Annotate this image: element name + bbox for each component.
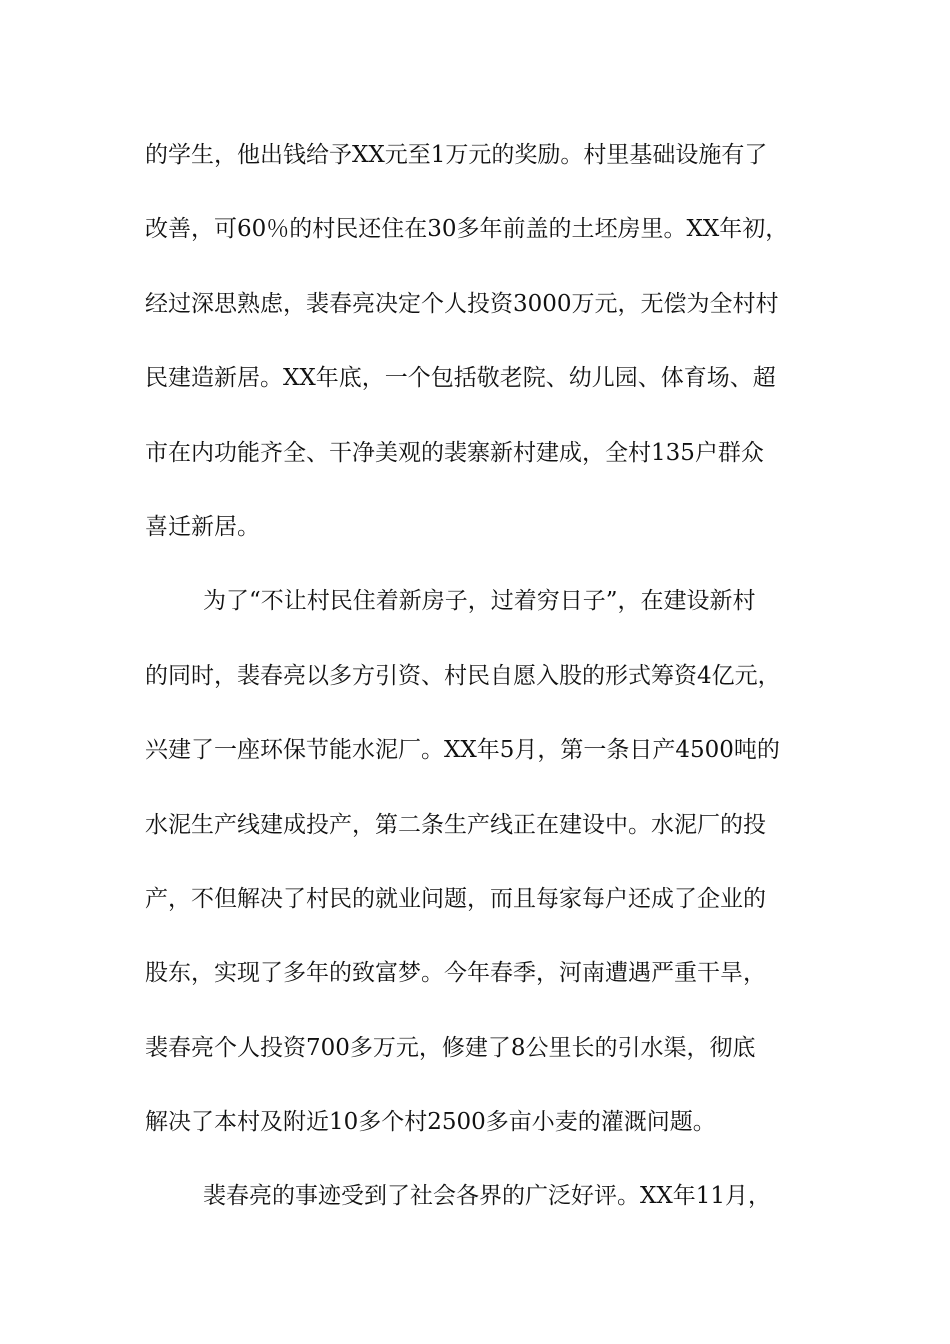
paragraph-first-line: 裴春亮的事迹受到了社会各界的广泛好评。XX年11月，: [203, 1183, 772, 1210]
text-line: 的学生，他出钱给予XX元至1万元的奖励。村里基础设施有了: [145, 142, 768, 168]
paragraph-first-line: 为了“不让村民住着新房子，过着穷日子”，在建设新村: [203, 588, 756, 615]
text-line: 改善，可60％的村民还住在30多年前盖的土坯房里。XX年初，: [145, 216, 789, 243]
text-line: 兴建了一座环保节能水泥厂。XX年5月，第一条日产4500吨的: [145, 737, 780, 764]
text-line: 产，不但解决了村民的就业问题，而且每家每户还成了企业的: [145, 885, 766, 912]
text-line: 经过深思熟虑，裴春亮决定个人投资3000万元，无偿为全村村: [145, 290, 779, 317]
text-line: 裴春亮个人投资700多万元，修建了8公里长的引水渠，彻底: [145, 1034, 756, 1061]
text-line: 喜迁新居。: [145, 513, 260, 540]
text-line: 民建造新居。XX年底，一个包括敬老院、幼儿园、体育场、超: [145, 365, 776, 392]
text-line: 解决了本村及附近10多个村2500多亩小麦的灌溉问题。: [145, 1109, 716, 1136]
body-text: [145, 118, 815, 1234]
text-line: 的同时，裴春亮以多方引资、村民自愿入股的形式筹资4亿元，: [145, 662, 781, 689]
text-line: 股东，实现了多年的致富梦。今年春季，河南遭遇严重干旱，: [145, 960, 766, 987]
text-line: 市在内功能齐全、干净美观的裴寨新村建成，全村135户群众: [145, 439, 764, 466]
text-line: 水泥生产线建成投产，第二条生产线正在建设中。水泥厂的投: [145, 811, 766, 838]
